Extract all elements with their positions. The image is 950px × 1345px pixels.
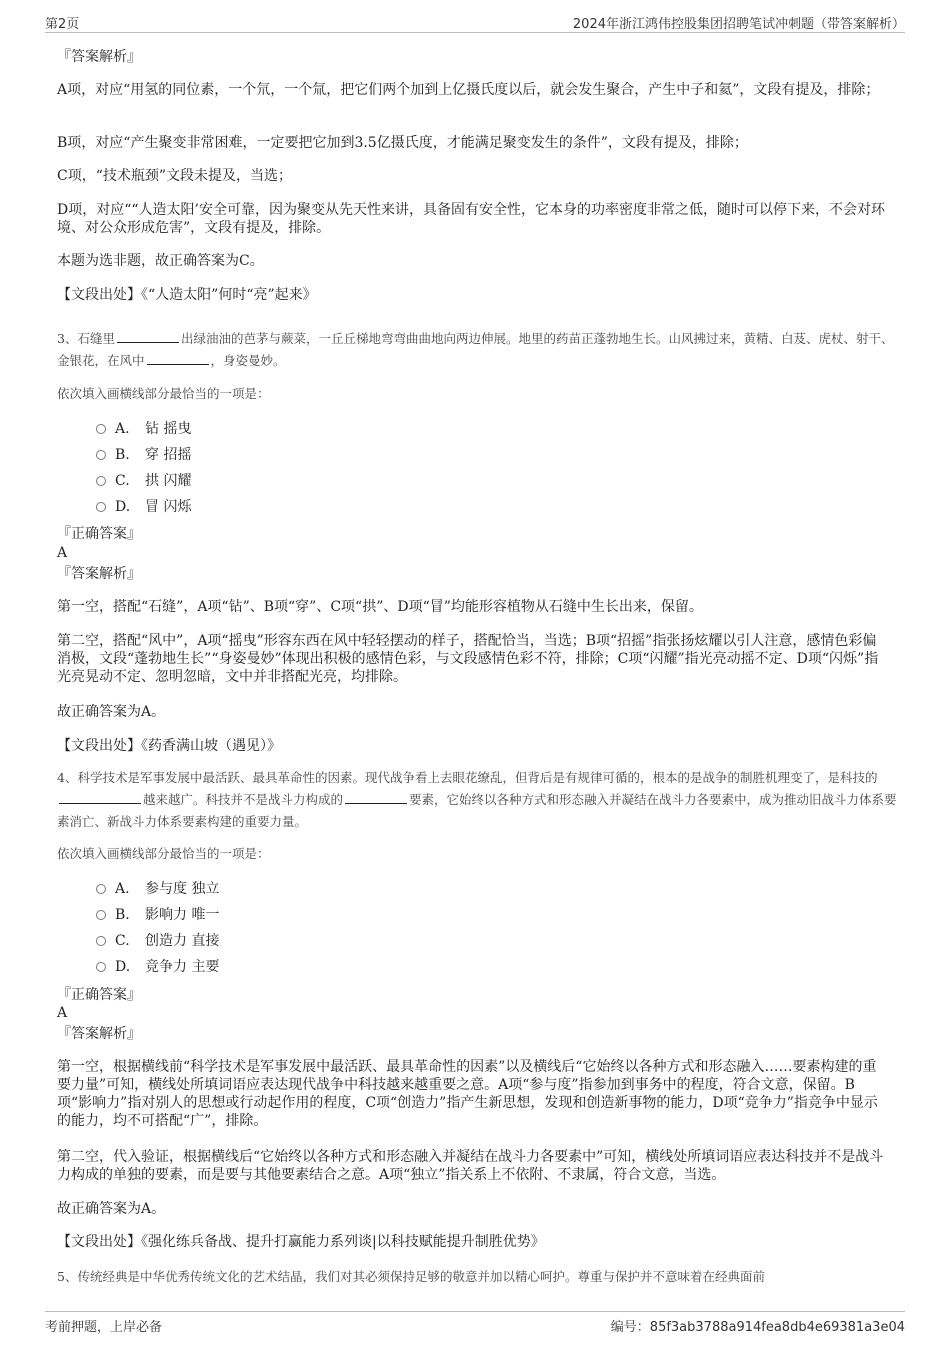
- radio-icon[interactable]: [96, 962, 106, 972]
- option-d[interactable]: D. 竞争力 主要: [96, 957, 219, 977]
- option-c[interactable]: C. 创造力 直接: [96, 931, 219, 951]
- analysis-paragraph: A项，对应“用氢的同位素，一个氘，一个氚，把它们两个加到上亿摄氏度以后，就会发生聚合，产生中子和氦”，文段有提及，排除；: [57, 82, 880, 98]
- question-text: 3、石缝里: [57, 331, 115, 346]
- option-a[interactable]: A. 参与度 独立: [96, 879, 219, 899]
- question-5-text: 5、传统经典是中华优秀传统文化的艺术结晶，我们对其必须保持足够的敬意并加以精心呵护。尊重与保护并不意味着在经典面前: [57, 1269, 765, 1284]
- correct-answer-heading: 『正确答案』: [57, 526, 141, 542]
- analysis-heading: 『答案解析』: [57, 49, 141, 65]
- page-header: [45, 10, 905, 33]
- question-text: 出绿油油的芭茅与蕨菜，一丘丘梯地弯弯曲曲地向两边伸展。地里的药苗正蓬勃地生长。山风拂过来，黄精、白芨、虎杖、射干、金银花，在风中: [57, 331, 894, 368]
- source-citation: 【文段出处】《强化练兵备战、提升打赢能力系列谈|以科技赋能提升制胜优势》: [57, 1234, 545, 1250]
- question-text: 要素，它始终以各种方式和形态融入并凝结在战斗力各要素中，成为推动旧战斗力体系要素消亡、新战斗力体系要素构建的重要力量。: [57, 792, 897, 829]
- radio-icon[interactable]: [96, 476, 106, 486]
- blank-line: [59, 789, 141, 804]
- source-citation: 【文段出处】《“人造太阳”何时“亮”起来》: [57, 287, 317, 303]
- page-number: 第2页: [45, 17, 80, 32]
- analysis-paragraph: B项，对应“产生聚变非常困难，一定要把它加到3.5亿摄氏度，才能满足聚变发生的条件”，文段有提及，排除；: [57, 135, 748, 151]
- radio-icon[interactable]: [96, 502, 106, 512]
- correct-answer: A: [57, 545, 68, 561]
- option-c[interactable]: C. 拱 闪耀: [96, 471, 191, 491]
- blank-line: [345, 789, 407, 804]
- analysis-paragraph: 第一空，根据横线前“科学技术是军事发展中最活跃、最具革命性的因素”以及横线后“它始终以各种方式和形态融入……要素构建的重要力量”可知，横线处所填词语应表达现代战争中科技越来越重要之意。A项“参与度”指参加到事务中的程度，符合文意，保留。B项“影响力”指对别人的思想或行动起作用的程度，C项“创造力”指产生新思想，发现和创造新事物的能力，D项“竞争力”指竞争中显示的能力，均不可搭配“广”，排除。: [57, 1059, 878, 1129]
- radio-icon[interactable]: [96, 936, 106, 946]
- analysis-paragraph: 第二空，代入验证，根据横线后“它始终以各种方式和形态融入并凝结在战斗力各要素中”可知，横线处所填词语应表达科技并不是战斗力构成的单独的要素，而是要与其他要素结合之意。A项“独立”指关系上不依附、不隶属，符合文意，当选。: [57, 1149, 884, 1183]
- analysis-paragraph: D项，对应““人造太阳’安全可靠，因为聚变从先天性来讲，具备固有安全性，它本身的功率密度非常之低，随时可以停下来，不会对环境、对公众形成危害”，文段有提及，排除。: [57, 202, 885, 236]
- option-b[interactable]: B. 影响力 唯一: [96, 905, 219, 925]
- document-title: 2024年浙江鸿伟控股集团招聘笔试冲刺题（带答案解析）: [572, 17, 905, 32]
- correct-answer-heading: 『正确答案』: [57, 987, 141, 1003]
- question-text: 越来越广。科技并不是战斗力构成的: [143, 792, 344, 807]
- correct-answer: A: [57, 1005, 68, 1021]
- option-a[interactable]: A. 钻 摇曳: [96, 419, 191, 439]
- radio-icon[interactable]: [96, 884, 106, 894]
- conclusion: 故正确答案为A。: [57, 1201, 166, 1217]
- analysis-paragraph: 第一空，搭配“石缝”，A项“钻”、B项“穿”、C项“拱”、D项“冒”均能形容植物从石缝中生长出来，保留。: [57, 599, 703, 615]
- question-text: 4、科学技术是军事发展中最活跃、最具革命性的因素。现代战争看上去眼花缭乱，但背后是有规律可循的，根本的是战争的制胜机理变了，是科技的: [57, 770, 878, 785]
- question-3-text: [57, 328, 900, 372]
- page-footer: [45, 1311, 905, 1338]
- blank-line: [117, 328, 179, 343]
- option-b[interactable]: B. 穿 招摇: [96, 445, 191, 465]
- radio-icon[interactable]: [96, 910, 106, 920]
- footer-slogan: 考前押题，上岸必备: [45, 1320, 163, 1335]
- analysis-heading: 『答案解析』: [57, 566, 141, 582]
- analysis-paragraph: 第二空，搭配“风中”，A项“摇曳”形容东西在风中轻轻摆动的样子，搭配恰当，当选；B项“招摇”指张扬炫耀以引人注意，感情色彩偏消极，文段“蓬勃地生长”“身姿曼妙”体现出积极的感情色彩，与文段感情色彩不符，排除；C项“闪耀”指光亮动摇不定、D项“闪烁”指光亮晃动不定、忽明忽暗，文中并非搭配光亮，均排除。: [57, 633, 879, 685]
- source-citation: 【文段出处】《药香满山坡（遇见）》: [57, 738, 281, 754]
- analysis-heading: 『答案解析』: [57, 1026, 141, 1042]
- document-id: 编号：85f3ab3788a914fea8db4e69381a3e04: [610, 1320, 905, 1335]
- conclusion: 故正确答案为A。: [57, 704, 166, 720]
- question-4-text: [57, 767, 900, 833]
- conclusion: 本题为选非题，故正确答案为C。: [57, 253, 264, 269]
- blank-line: [147, 350, 209, 365]
- question-instruction: 依次填入画横线部分最恰当的一项是：: [57, 846, 270, 861]
- radio-icon[interactable]: [96, 424, 106, 434]
- analysis-paragraph: C项，“技术瓶颈”文段未提及，当选；: [57, 168, 293, 184]
- radio-icon[interactable]: [96, 450, 106, 460]
- option-d[interactable]: D. 冒 闪烁: [96, 497, 191, 517]
- question-text: ，身姿曼妙。: [210, 353, 286, 368]
- question-instruction: 依次填入画横线部分最恰当的一项是：: [57, 386, 270, 401]
